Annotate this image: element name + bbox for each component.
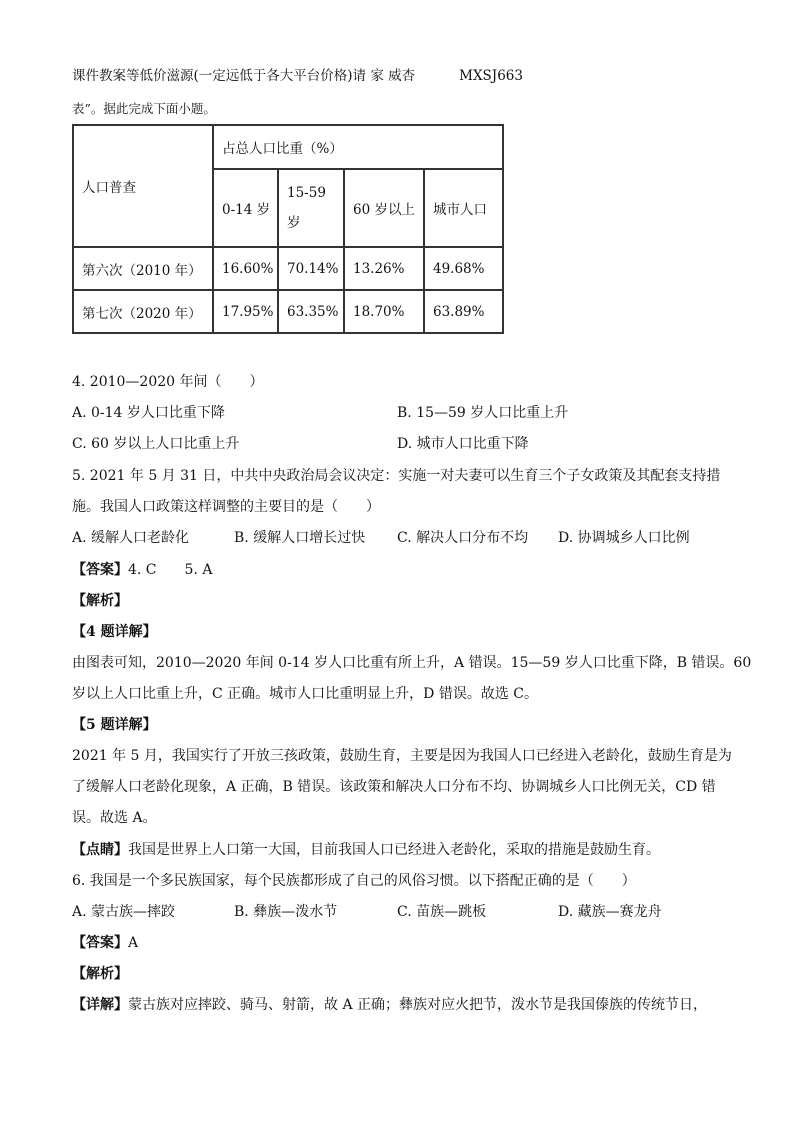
answer-tag: 【答案】 <box>72 562 128 578</box>
q5-stem-line2: 施。我国人口政策这样调整的主要目的是（ ） <box>72 499 380 515</box>
q5-option-c: C. 解决人口分布不均 <box>397 530 529 546</box>
row-label: 第七次（2020 年） <box>73 290 213 333</box>
analysis-tag: 【解析】 <box>72 593 128 609</box>
q6-option-b: B. 彝族—泼水节 <box>234 904 338 920</box>
detail4-line1: 由图表可知，2010—2020 年间 0-14 岁人口比重有所上升，A 错误。15—59 岁人口比重下降，B 错误。60 <box>72 655 752 671</box>
detail4-tag: 【4 题详解】 <box>72 624 157 640</box>
q4-option-d: D. 城市人口比重下降 <box>397 436 529 452</box>
detail4-line2: 岁以上人口比重上升，C 正确。城市人口比重明显上升，D 错误。故选 C。 <box>72 686 538 702</box>
table-cell: 13.26% <box>344 247 424 290</box>
answer-6 <box>72 933 138 953</box>
header-code: MXSJ663 <box>459 68 523 84</box>
table-cell: 49.68% <box>424 247 503 290</box>
comment-tag: 【点睛】 <box>72 842 128 858</box>
comment-line <box>72 840 660 860</box>
table-row <box>73 247 503 290</box>
analysis6-tag: 【解析】 <box>72 966 128 982</box>
intro-text: 表”。据此完成下面小题。 <box>72 101 216 116</box>
header-ad-text: 课件教案等低价滋源(一定远低于各大平台价格)请 家 威杏 <box>72 68 416 84</box>
answer-text: 4. C 5. A <box>128 562 213 578</box>
detail5-tag: 【5 题详解】 <box>72 717 157 733</box>
table-row <box>73 290 503 333</box>
answer-45 <box>72 560 212 580</box>
q4-option-b: B. 15—59 岁人口比重上升 <box>397 405 569 421</box>
detail6-tag: 【详解】 <box>72 997 128 1013</box>
col-header-0-14: 0-14 岁 <box>213 169 278 247</box>
col-header-urban: 城市人口 <box>424 169 503 247</box>
q4-stem: 4. 2010—2020 年间（ ） <box>72 374 264 390</box>
table-cell: 16.60% <box>213 247 278 290</box>
table-cell: 70.14% <box>278 247 344 290</box>
q4-option-c: C. 60 岁以上人口比重上升 <box>72 436 240 452</box>
detail5-line3: 误。故选 A。 <box>72 810 157 826</box>
q4-option-a: A. 0-14 岁人口比重下降 <box>72 405 225 421</box>
table-cell: 17.95% <box>213 290 278 333</box>
comment-text: 我国是世界上人口第一大国，目前我国人口已经进入老龄化，采取的措施是鼓励生育。 <box>128 842 660 858</box>
census-table <box>72 124 504 334</box>
detail5-line2: 了缓解人口老龄化现象，A 正确，B 错误。该政策和解决人口分布不均、协调城乡人口比例无关，CD 错 <box>72 779 716 795</box>
q5-option-b: B. 缓解人口增长过快 <box>234 530 366 546</box>
table-cell: 63.89% <box>424 290 503 333</box>
col-header-15-59: 15-59 岁 <box>278 169 344 247</box>
q6-option-a: A. 蒙古族—摔跤 <box>72 904 176 920</box>
detail6-line <box>72 995 707 1015</box>
group-header-cell: 占总人口比重（%） <box>213 125 503 169</box>
q6-stem: 6. 我国是一个多民族国家，每个民族都形成了自己的风俗习惯。以下搭配正确的是（ ） <box>72 873 636 889</box>
q5-stem-line1: 5. 2021 年 5 月 31 日，中共中央政治局会议决定：实施一对夫妻可以生育三个子女政策及其配套支持措 <box>72 468 721 484</box>
q6-option-c: C. 苗族—跳板 <box>397 904 487 920</box>
table-cell: 63.35% <box>278 290 344 333</box>
row-header-cell: 人口普查 <box>73 125 213 247</box>
q5-option-a: A. 缓解人口老龄化 <box>72 530 190 546</box>
detail5-line1: 2021 年 5 月，我国实行了开放三孩政策，鼓励生育，主要是因为我国人口已经进入老龄化，鼓励生育是为 <box>72 748 732 764</box>
detail6-text: 蒙古族对应摔跤、骑马、射箭，故 A 正确；彝族对应火把节，泼水节是我国傣族的传统节日， <box>128 997 708 1013</box>
q5-option-d: D. 协调城乡人口比例 <box>558 530 690 546</box>
table-cell: 18.70% <box>344 290 424 333</box>
q6-option-d: D. 藏族—赛龙舟 <box>558 904 662 920</box>
header-line <box>72 66 523 86</box>
col-header-60-plus: 60 岁以上 <box>344 169 424 247</box>
answer6-text: A <box>128 935 139 951</box>
row-label: 第六次（2010 年） <box>73 247 213 290</box>
answer6-tag: 【答案】 <box>72 935 128 951</box>
